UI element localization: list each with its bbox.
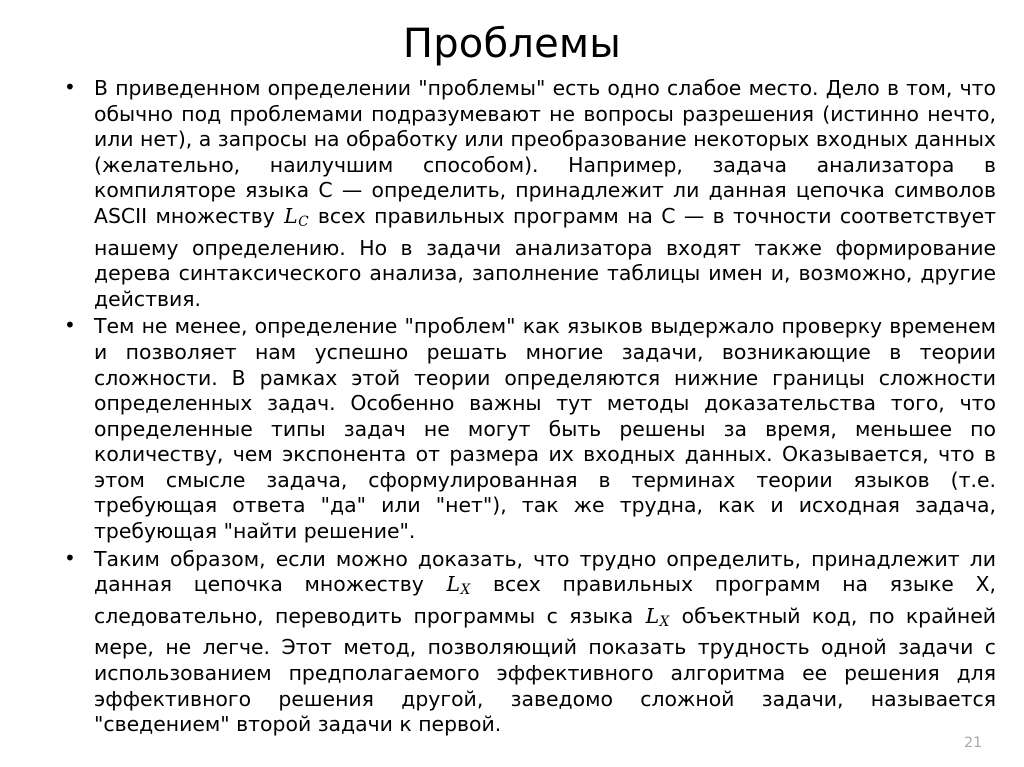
page-title: Проблемы <box>402 21 622 67</box>
bullet-item-3: • Таким образом, если можно доказать, что трудно определить, принадлежит ли данная цепочка множеству $L_X$ всех правильных программ на языке X, следовательно, переводить программы с языка $L_X$ объектный код, по крайней мере, не легче. Этот метод, позволяющий показать трудность одной задачи с использованием предполагаемого эффективного алгоритма ее решения для эффективного решения другой, заведомо сложной задачи, называется "сведением" второй задачи к первой. <box>48 547 996 738</box>
math-variable: $L_C$ <box>284 203 309 230</box>
slide-body <box>0 76 1024 738</box>
bullet-list <box>48 76 996 738</box>
page-number: 21 <box>964 735 982 751</box>
bullet-item-2: • Тем не менее, определение "проблем" как языков выдержало проверку временем и позволяет нам успешно решать многие задачи, возникающие в теории сложности. В рамках этой теории определяются нижние границы сложности определенных задач. Особенно важны тут методы доказательства того, что определенные типы задач не могут быть решены за время, меньшее по количеству, чем экспонента от размера их входных данных. Оказывается, что в этом смысле задача, сформулированная в терминах теории языков (т.е. требующая ответа "да" или "нет"), так же трудна, как и исходная задача, требующая "найти решение". <box>48 314 996 544</box>
math-variable: $L_X$ <box>446 572 471 599</box>
math-variable: $L_X$ <box>645 603 670 630</box>
bullet-item-1: • В приведенном определении "проблемы" есть одно слабое место. Дело в том, что обычно под проблемами подразумевают не вопросы разрешения (истинно нечто, или нет), а запросы на обработку или преобразование некоторых входных данных (желательно, наилучшим способом). Например, задача анализатора в компиляторе языка C — определить, принадлежит ли данная цепочка символов ASCII множеству $L_C$ всех правильных программ на C — в точности соответствует нашему определению. Но в задачи анализатора входят также формирование дерева синтаксического анализа, заполнение таблицы имен и, возможно, другие действия. <box>48 76 996 312</box>
